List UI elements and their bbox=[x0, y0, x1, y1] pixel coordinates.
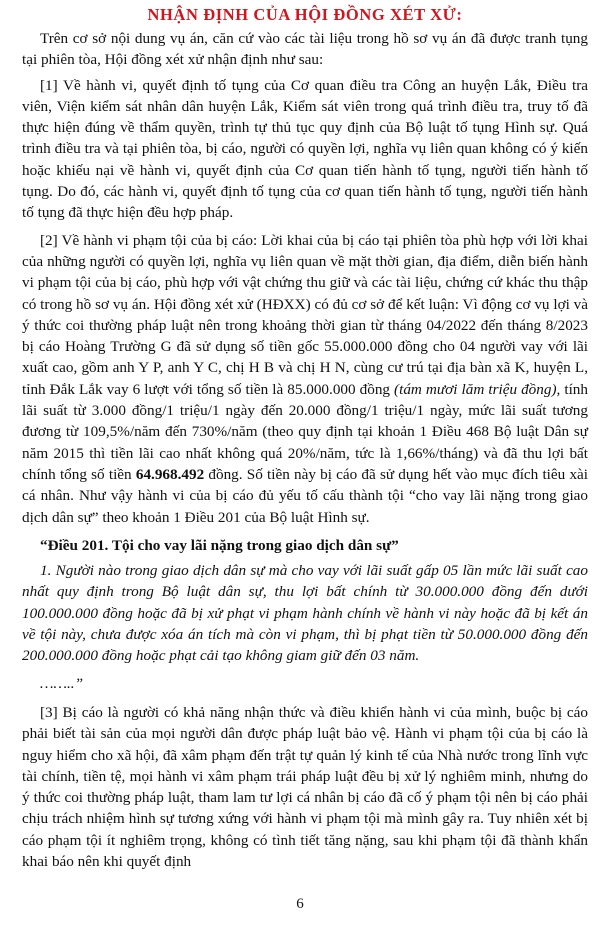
law-article-text: 1. Người nào trong giao dịch dân sự mà cho vay với lãi suất gấp 05 lần mức lãi suất cao nhất quy định trong Bộ luật dân sự, thu lợi bất chính từ 30.000.000 đồng đến dưới 100.000.000 đồng hoặc đã bị xử phạt vi phạm hành chính về hành vi này hoặc đã bị kết án về tội này, chưa được xóa án tích mà còn vi phạm, thì bị phạt tiền từ 50.000.000 đồng đến 200.000.000 đồng hoặc phạt cải tạo không giam giữ đến 03 năm. bbox=[22, 562, 588, 665]
paragraph-procedural-acts: [1] Về hành vi, quyết định tố tụng của Cơ quan điều tra Công an huyện Lắk, Điều tra viên, Viện kiểm sát nhân dân huyện Lắk, Kiểm sát viên trong quá trình điều tra, truy tố đã thực hiện đúng về thẩm quyền, trình tự thủ tục quy định của Bộ luật tố tụng Hình sự. Quá trình điều tra và tại phiên tòa, bị cáo, người có quyền lợi, nghĩa vụ liên quan không có ý kiến hoặc khiếu nại về hành vi, quyết định của Cơ quan tiến hành tố tụng, người tiến hành tố tụng. Do đó, các hành vi, quyết định tố tụng của cơ quan tiến hành tố tụng, người tiến hành tố tụng đã thực hiện đều hợp pháp. bbox=[22, 76, 588, 222]
law-article-heading: “Điều 201. Tội cho vay lãi nặng trong giao dịch dân sự” bbox=[40, 536, 399, 554]
page-number: 6 bbox=[296, 896, 304, 912]
paragraph-criminal-acts bbox=[22, 230, 588, 528]
illegal-profit-amount: 64.968.492 bbox=[135, 465, 205, 483]
intro-paragraph: Trên cơ sở nội dung vụ án, căn cứ vào các tài liệu trong hồ sơ vụ án đã được tranh tụng tại phiên tòa, Hội đồng xét xử nhận định như sau: bbox=[22, 30, 588, 69]
para2-text-1: [2] Về hành vi phạm tội của bị cáo: Lời khai của bị cáo tại phiên tòa phù hợp với lời khai của những người có quyền lợi, nghĩa vụ liên quan về mặt thời gian, địa điểm, diễn biến hành vi phạm tội của bị cáo, phù hợp với vật chứng thu giữ và các tài liệu, chứng cứ khác thu thập có trong hồ sơ vụ án. Hội đồng xét xử (HĐXX) có đủ cơ sở để kết luận: Vì động cơ vụ lợi và ý thức coi thường pháp luật nên trong khoảng thời gian từ tháng 04/2022 đến tháng 8/2023 bị cáo Hoàng Trường G đã sử dụng số tiền gốc 55.000.000 đồng cho 04 người vay với lãi xuất cao, gồm anh Y P, anh Y C, chị H B và chị H N, cùng cư trú tại địa bàn xã K, huyện L, tỉnh Đắk Lắk vay 6 lượt với tổng số tiền là 85.000.000 đồng bbox=[22, 231, 588, 398]
section-heading: NHẬN ĐỊNH CỦA HỘI ĐỒNG XÉT XỬ: bbox=[147, 5, 463, 24]
para2-text-3: đồng. Số tiền này bị cáo đã sử dụng hết vào mục đích tiêu xài cá nhân. Như vậy hành vi của bị cáo đủ yếu tố cấu thành tội “cho vay lãi nặng trong giao dịch dân sự” theo khoản 1 Điều 201 của Bộ luật Hình sự. bbox=[22, 465, 588, 526]
paragraph-assessment: [3] Bị cáo là người có khả năng nhận thức và điều khiển hành vi của mình, buộc bị cáo phải biết tài sản của mọi người dân được pháp luật bảo vệ. Hành vi phạm tội của bị cáo là nguy hiểm cho xã hội, đã xâm phạm đến trật tự quản lý kinh tế của Nhà nước trong lĩnh vực tài chính, tiền tệ, mọi hành vi xâm phạm trái pháp luật đều bị xử lý nghiêm minh, nhưng do ý thức coi thường pháp luật, tham lam tư lợi cá nhân bị cáo đã cố ý phạm tội nên bị cáo phải chịu trách nhiệm hình sự tương xứng với hành vi phạm tội mà mình gây ra. Tuy nhiên xét bị cáo phạm tội ít nghiêm trọng, không có tình tiết tăng nặng, sau khi phạm tội đã thành khẩn khai báo nên khi quyết định bbox=[22, 703, 588, 870]
law-ellipsis: ……..” bbox=[40, 674, 84, 692]
para2-text-2: , tính lãi suất từ 3.000 đồng/1 triệu/1 ngày đến 20.000 đồng/1 triệu/1 ngày, mức lãi suất tương đương từ 109,5%/năm đến 730%/năm (theo quy định tại khoản 1 Điều 468 Bộ luật Dân sự năm 2015 thì tiền lãi cao nhất không quá 20%/năm, tức là 1,66%/tháng) và đã thu lợi bất chính tổng số tiền bbox=[22, 380, 588, 483]
document-page bbox=[22, 4, 588, 872]
amount-in-words: (tám mươi lăm triệu đồng) bbox=[394, 380, 557, 398]
